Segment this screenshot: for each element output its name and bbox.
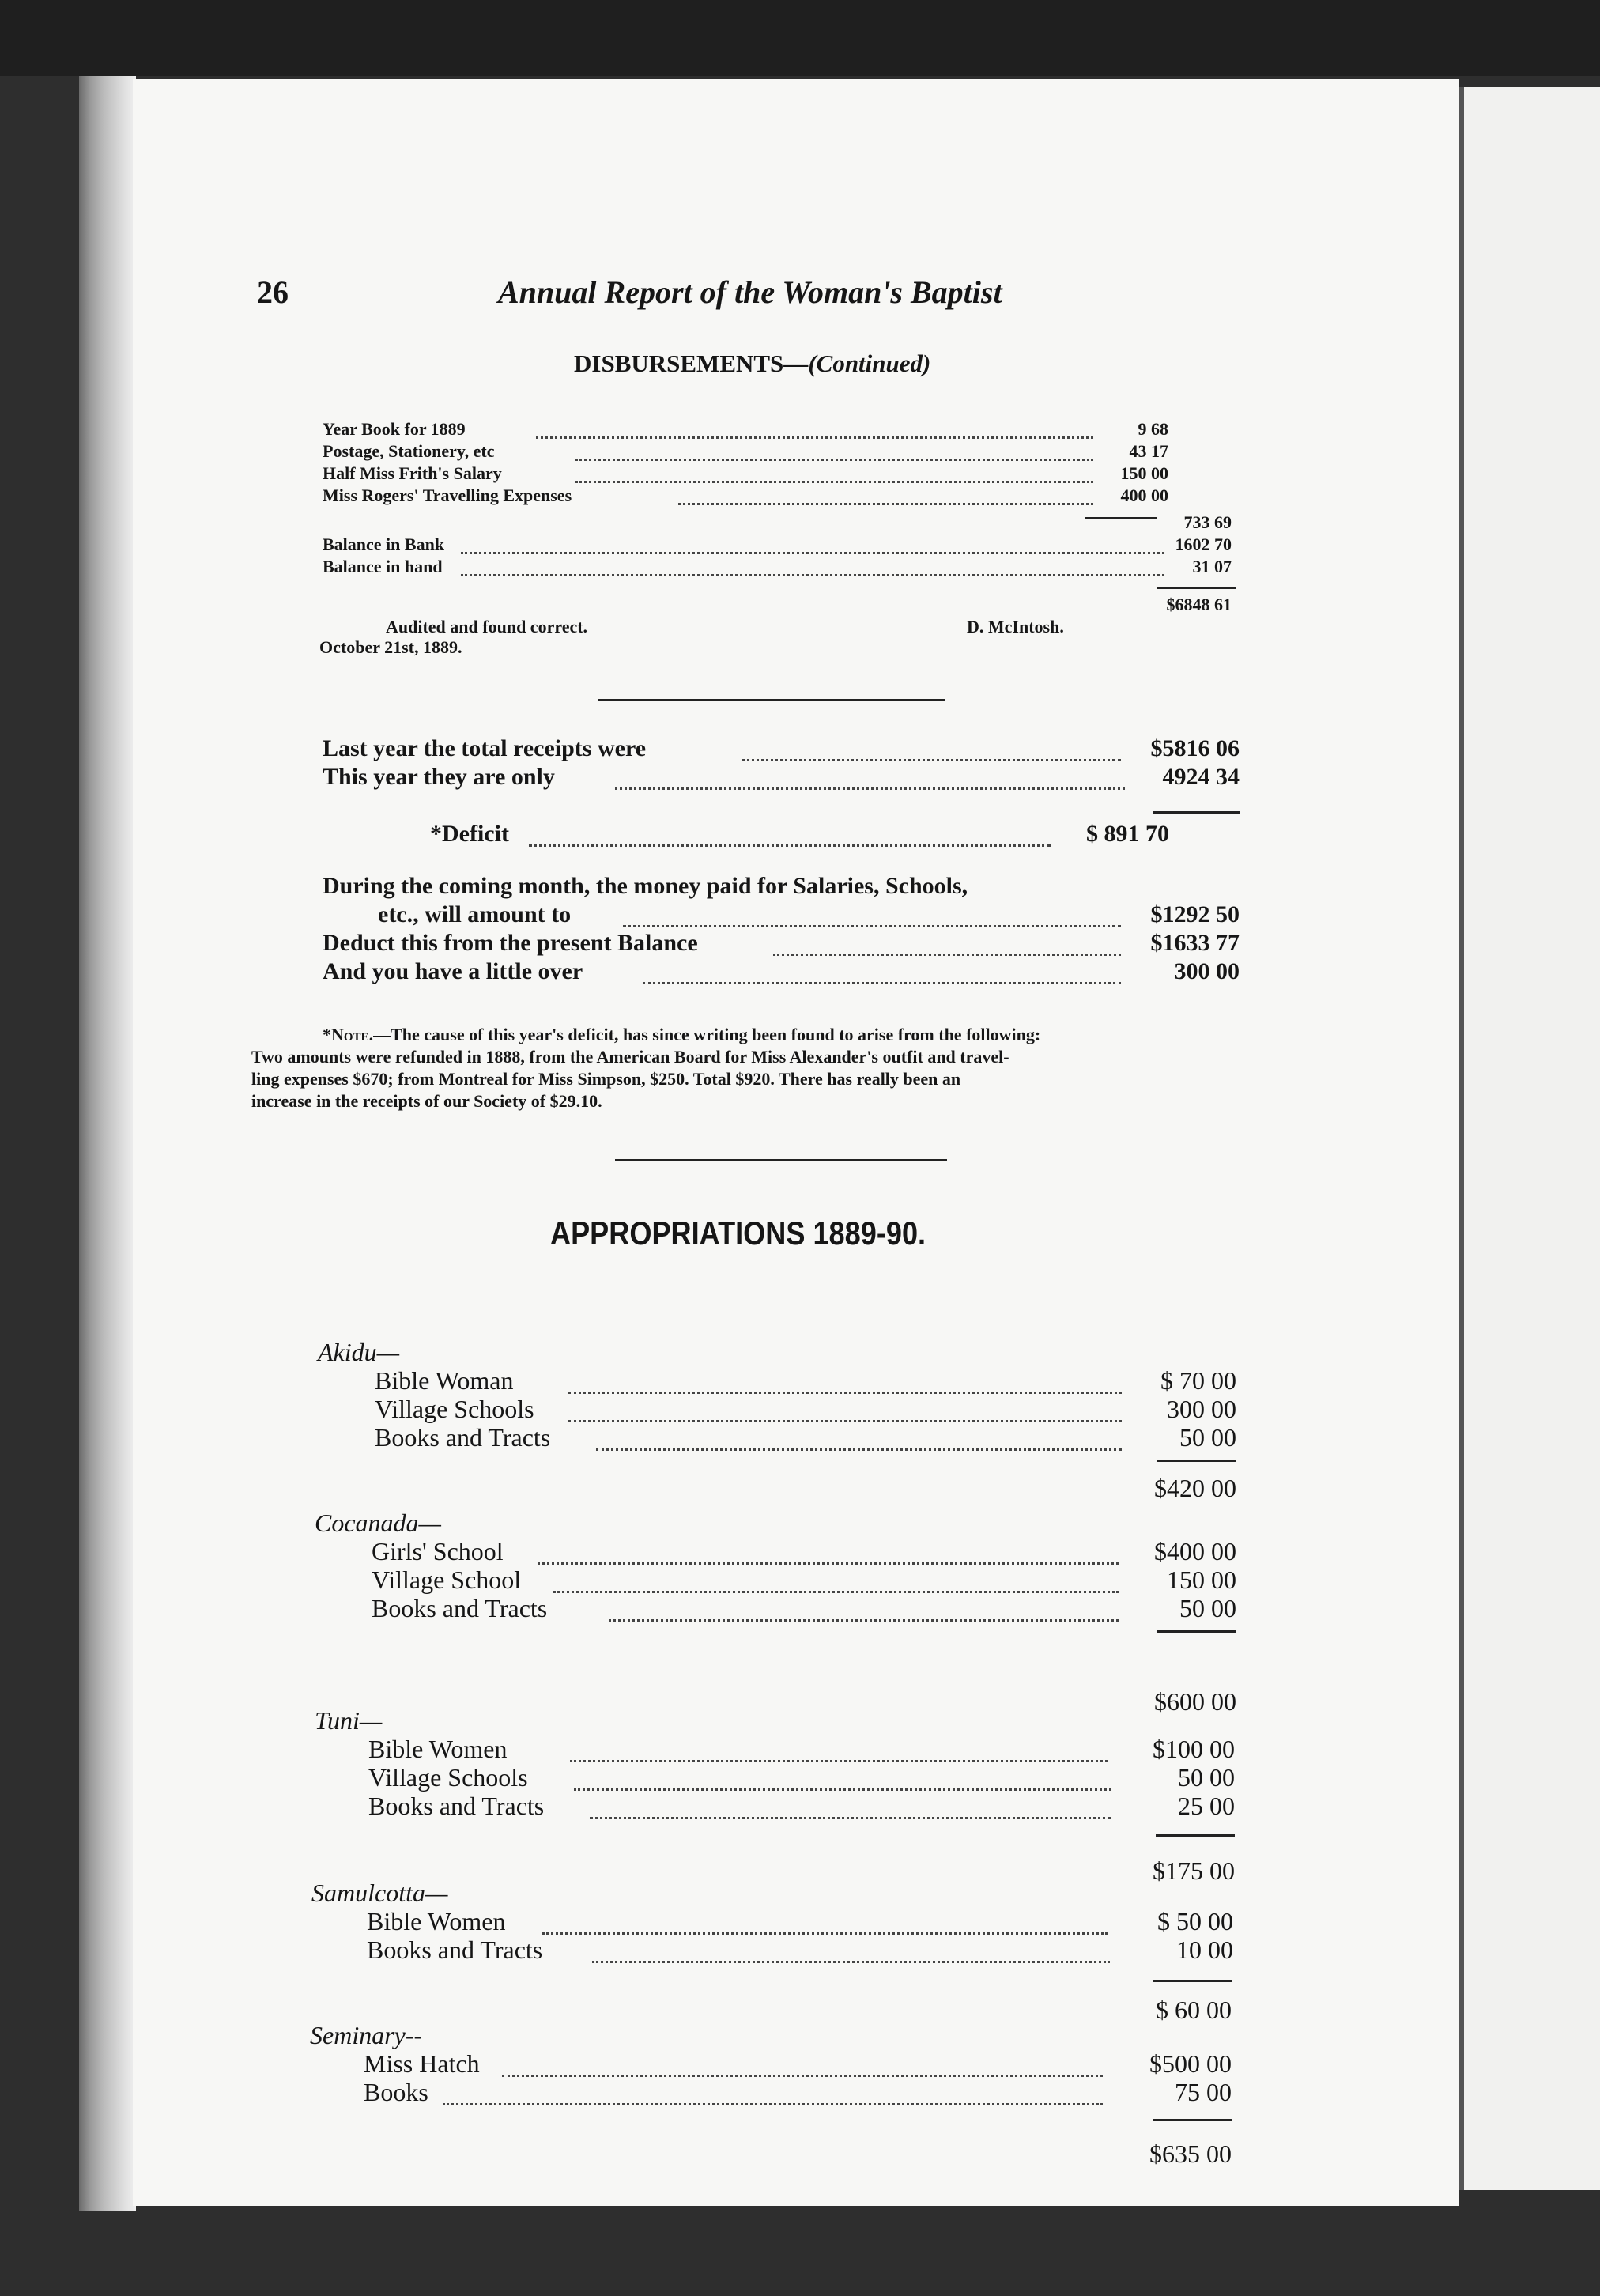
item-amount: $500 00 (1149, 2049, 1232, 2078)
dot-leader (553, 1565, 1119, 1593)
station-total: $ 60 00 (1156, 1996, 1232, 2024)
summary-label: Last year the total receipts were (323, 735, 647, 761)
summary-amount: 4924 34 (1162, 764, 1240, 790)
note-line (291, 1025, 1040, 1045)
item-label: Books and Tracts (368, 1792, 545, 1820)
audited-text: Audited and found correct. (386, 617, 588, 636)
total-rule (1157, 587, 1236, 589)
dot-leader (609, 1594, 1119, 1622)
book-page (133, 79, 1459, 2206)
station-name: Akidu— (318, 1338, 400, 1366)
item-amount: 300 00 (1167, 1395, 1236, 1423)
list-item (364, 2049, 1232, 2078)
list-item (323, 557, 1232, 579)
list-item (368, 1792, 1235, 1820)
item-amount: $100 00 (1153, 1735, 1235, 1763)
station-total: $420 00 (1154, 1474, 1236, 1502)
running-title: Annual Report of the Woman's Baptist (498, 274, 1002, 310)
item-amount: 400 00 (1120, 485, 1168, 505)
subtotal-rule (1085, 517, 1157, 519)
station-name: Samulcotta— (311, 1879, 448, 1907)
item-amount: $ 70 00 (1160, 1366, 1236, 1395)
item-label: Books and Tracts (367, 1935, 543, 1964)
dot-leader (615, 764, 1125, 790)
dot-leader (623, 901, 1121, 927)
item-label: Village Schools (368, 1763, 528, 1792)
item-label: Year Book for 1889 (323, 419, 466, 439)
station-name: Tuni— (315, 1706, 383, 1735)
list-item (368, 1763, 1235, 1792)
item-label: Books (364, 2078, 428, 2106)
item-label: Girls' School (372, 1537, 504, 1565)
list-item (375, 1395, 1236, 1423)
item-amount: 50 00 (1178, 1763, 1235, 1792)
note-line: ling expenses $670; from Montreal for Miss Simpson, $250. Total $920. There has really been an (251, 1069, 961, 1089)
deficit-label: *Deficit (430, 821, 509, 847)
item-amount: 43 17 (1129, 441, 1168, 461)
book-page-edges (79, 76, 136, 2211)
list-item (367, 1907, 1233, 1935)
station-total: $175 00 (1153, 1856, 1235, 1885)
item-label: Books and Tracts (372, 1594, 548, 1622)
dot-leader (568, 1395, 1122, 1422)
list-item (367, 1935, 1233, 1964)
dot-leader (592, 1935, 1110, 1963)
grand-total: $6848 61 (1166, 595, 1232, 614)
dot-leader (536, 419, 1093, 439)
section-divider (615, 1159, 947, 1161)
scan-frame (0, 0, 1600, 76)
appropriations-heading: APPROPRIATIONS 1889-90. (550, 1214, 926, 1252)
station-total-rule (1157, 1460, 1236, 1462)
dot-leader (590, 1792, 1111, 1819)
item-amount: 9 68 (1138, 419, 1168, 439)
list-item (323, 419, 1232, 441)
station-total-rule (1156, 1834, 1235, 1837)
list-item (372, 1565, 1236, 1594)
item-amount: 150 00 (1120, 463, 1168, 483)
disbursements-heading (574, 349, 930, 378)
item-amount: 50 00 (1179, 1423, 1236, 1452)
station-total: $600 00 (1154, 1687, 1236, 1716)
item-label: Village Schools (375, 1395, 534, 1423)
note-line: Two amounts were refunded in 1888, from the American Board for Miss Alexander's outfit and travel- (251, 1047, 1009, 1067)
item-label: Village School (372, 1565, 522, 1594)
list-item (323, 463, 1232, 485)
coming-line1: During the coming month, the money paid for Salaries, Schools, (323, 873, 968, 899)
list-item (372, 1537, 1236, 1565)
item-label: Postage, Stationery, etc (323, 441, 495, 461)
list-item (372, 1594, 1236, 1622)
item-amount: $400 00 (1154, 1537, 1236, 1565)
deficit-rule (1153, 811, 1240, 814)
dot-leader (678, 485, 1093, 505)
item-label: Books and Tracts (375, 1423, 551, 1452)
note-line: increase in the receipts of our Society of $29.10. (251, 1091, 602, 1111)
dot-leader (502, 2049, 1103, 2077)
summary-row (323, 958, 1240, 987)
auditor-name: D. McIntosh. (967, 617, 1064, 636)
station-total: $635 00 (1149, 2139, 1232, 2168)
coming-amount: $1292 50 (1150, 901, 1240, 927)
summary-row (323, 764, 1240, 792)
station-total-rule (1157, 1630, 1236, 1633)
summary-amount: $5816 06 (1150, 735, 1240, 761)
item-amount: 50 00 (1179, 1594, 1236, 1622)
summary-label: This year they are only (323, 764, 555, 790)
item-amount: 150 00 (1167, 1565, 1236, 1594)
list-item (375, 1423, 1236, 1452)
dot-leader (542, 1907, 1108, 1935)
balance-bank-label: Balance in Bank (323, 534, 445, 554)
item-label: Bible Women (367, 1907, 506, 1935)
item-label: Half Miss Frith's Salary (323, 463, 502, 483)
list-item (364, 2078, 1232, 2106)
item-label: Miss Rogers' Travelling Expenses (323, 485, 572, 505)
dot-leader (538, 1537, 1119, 1565)
note-text: —The cause of this year's deficit, has since writing been found to arise from the following: (373, 1025, 1041, 1044)
subtotal: 733 69 (1183, 512, 1232, 532)
deduct-label: Deduct this from the present Balance (323, 930, 698, 956)
summary-row (323, 735, 1240, 764)
summary-row (323, 930, 1240, 958)
dot-leader (575, 463, 1093, 483)
audit-date: October 21st, 1889. (319, 637, 462, 657)
dot-leader (643, 958, 1121, 984)
list-item (323, 534, 1232, 557)
list-item (375, 1366, 1236, 1395)
dot-leader (568, 1366, 1122, 1394)
summary-row (430, 821, 1221, 849)
list-item (323, 441, 1232, 463)
over-amount: 300 00 (1174, 958, 1240, 984)
balance-hand-label: Balance in hand (323, 557, 443, 576)
dot-leader (461, 534, 1164, 554)
section-divider (598, 699, 945, 701)
balance-bank-amount: 1602 70 (1175, 534, 1232, 554)
over-label: And you have a little over (323, 958, 583, 984)
coming-line2: etc., will amount to (378, 901, 572, 927)
list-item (323, 485, 1232, 508)
item-amount: $ 50 00 (1157, 1907, 1233, 1935)
dot-leader (529, 821, 1051, 847)
dot-leader (575, 441, 1093, 461)
facing-page-edge (1459, 87, 1600, 2190)
note-lead: *Note. (323, 1025, 374, 1044)
dot-leader (773, 930, 1121, 956)
list-item (368, 1735, 1235, 1763)
dot-leader (742, 735, 1121, 761)
station-name: Seminary-- (310, 2021, 423, 2049)
disbursements-heading-continued: (Continued) (808, 349, 931, 377)
summary-row (323, 901, 1240, 930)
dot-leader (570, 1735, 1108, 1762)
dot-leader (596, 1423, 1122, 1451)
item-amount: 75 00 (1175, 2078, 1232, 2106)
disbursements-heading-text: DISBURSEMENTS— (574, 349, 809, 377)
dot-leader (443, 2078, 1103, 2105)
item-label: Miss Hatch (364, 2049, 480, 2078)
dot-leader (574, 1763, 1111, 1791)
deficit-amount: $ 891 70 (1086, 821, 1169, 847)
deduct-amount: $1633 77 (1150, 930, 1240, 956)
item-label: Bible Women (368, 1735, 508, 1763)
page-number: 26 (257, 274, 289, 310)
item-amount: 10 00 (1176, 1935, 1233, 1964)
station-total-rule (1153, 2119, 1232, 2121)
dot-leader (461, 557, 1164, 576)
station-total-rule (1153, 1980, 1232, 1982)
balance-hand-amount: 31 07 (1192, 557, 1232, 576)
item-amount: 25 00 (1178, 1792, 1235, 1820)
station-name: Cocanada— (315, 1509, 441, 1537)
item-label: Bible Woman (375, 1366, 514, 1395)
